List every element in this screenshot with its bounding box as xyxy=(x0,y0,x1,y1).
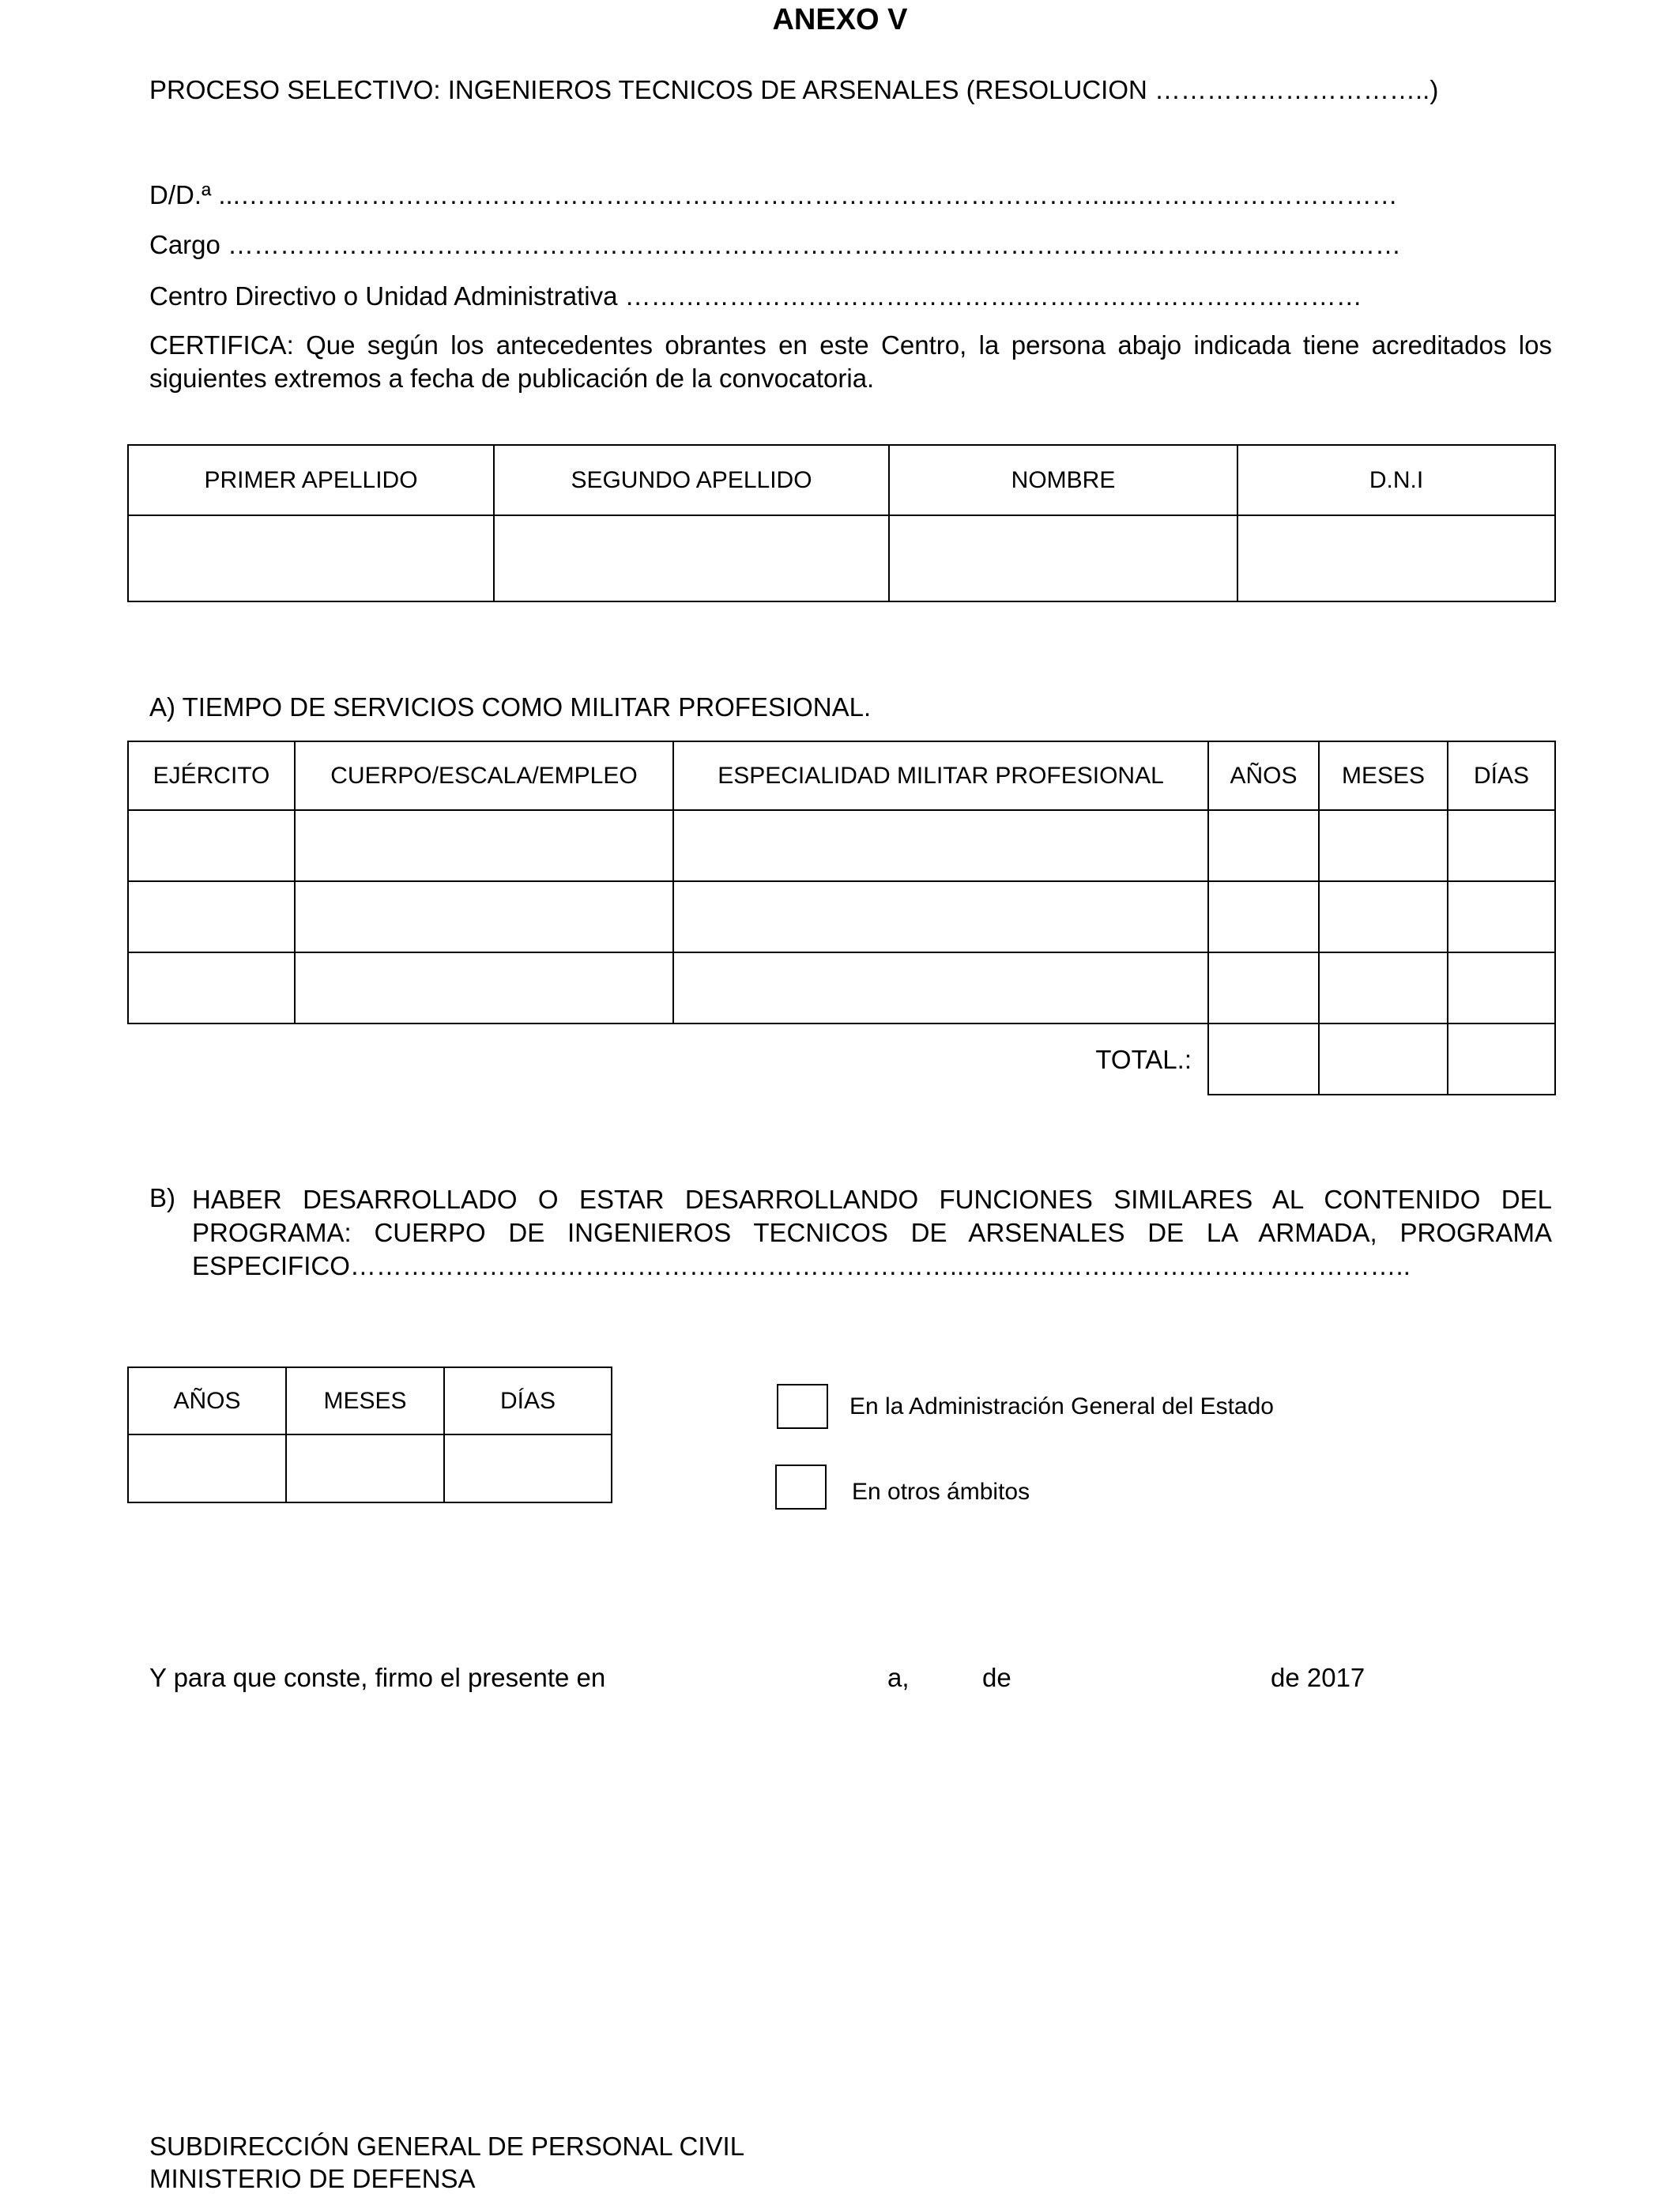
checkbox-administracion-general[interactable] xyxy=(777,1384,828,1429)
table-cell[interactable] xyxy=(673,952,1208,1023)
dd-field[interactable]: D/D.ª ...……………………………………………………………………………………….....………………………… xyxy=(149,180,1398,209)
footer-subdireccion: SUBDIRECCIÓN GENERAL DE PERSONAL CIVIL xyxy=(149,2132,745,2161)
total-dias[interactable] xyxy=(1448,1023,1555,1095)
cargo-field[interactable]: Cargo ……………………………………………………………………………………………………………………… xyxy=(149,230,1402,259)
option-otros-ambitos-label: En otros ámbitos xyxy=(852,1479,1030,1505)
table-cell[interactable] xyxy=(128,810,295,881)
header-cuerpo-escala-empleo: CUERPO/ESCALA/EMPLEO xyxy=(295,741,673,810)
table-cell[interactable] xyxy=(128,952,295,1023)
proceso-selectivo: PROCESO SELECTIVO: INGENIEROS TECNICOS DE ARSENALES (RESOLUCION …………………………..) xyxy=(149,75,1439,104)
header-ejercito: EJÉRCITO xyxy=(128,741,295,810)
header-dni: D.N.I xyxy=(1237,445,1555,515)
table-row xyxy=(128,810,1555,881)
header-nombre: NOMBRE xyxy=(889,445,1237,515)
signature-prefix: Y para que conste, firmo el presente en xyxy=(149,1663,606,1692)
header-dias: DÍAS xyxy=(444,1367,612,1434)
table-cell[interactable] xyxy=(295,881,673,952)
total-meses[interactable] xyxy=(1319,1023,1448,1095)
section-b-text: HABER DESARROLLADO O ESTAR DESARROLLANDO FUNCIONES SIMILARES AL CONTENIDO DEL PROGRAMA: CUERPO DE INGENIEROS TECNICOS DE ARSENALES DE LA ARMADA, PROGRAMA ESPECIFICO……………………………………………………………..…..……………………………………….. xyxy=(192,1185,1552,1280)
total-row xyxy=(128,1023,1555,1095)
table-cell[interactable] xyxy=(1448,881,1555,952)
table-row xyxy=(128,881,1555,952)
cell-nombre[interactable] xyxy=(889,515,1237,601)
checkbox-otros-ambitos[interactable] xyxy=(775,1465,827,1510)
header-anos: AÑOS xyxy=(128,1367,286,1434)
total-label: TOTAL.: xyxy=(128,1023,1208,1095)
section-b-marker: B) xyxy=(149,1183,175,1212)
signature-de: de xyxy=(982,1663,1011,1692)
table-cell[interactable] xyxy=(1208,881,1319,952)
section-a-title: A) TIEMPO DE SERVICIOS COMO MILITAR PROFESIONAL. xyxy=(149,692,872,722)
cell-segundo-apellido[interactable] xyxy=(494,515,889,601)
table-row xyxy=(128,952,1555,1023)
table-cell[interactable] xyxy=(128,881,295,952)
table-cell[interactable] xyxy=(673,810,1208,881)
header-primer-apellido: PRIMER APELLIDO xyxy=(128,445,494,515)
centro-directivo-field[interactable]: Centro Directivo o Unidad Administrativa ……………………………………….………………………………… xyxy=(149,281,1362,311)
header-anos: AÑOS xyxy=(1208,741,1319,810)
table-cell[interactable] xyxy=(1208,952,1319,1023)
signature-year: de 2017 xyxy=(1271,1663,1365,1692)
total-anos[interactable] xyxy=(1208,1023,1319,1095)
table-cell[interactable] xyxy=(1448,952,1555,1023)
service-time-table xyxy=(127,741,1556,1095)
header-meses: MESES xyxy=(286,1367,444,1434)
option-administracion-general-label: En la Administración General del Estado xyxy=(849,1393,1274,1419)
table-cell[interactable] xyxy=(1319,810,1448,881)
table-cell[interactable] xyxy=(295,810,673,881)
footer-ministerio: MINISTERIO DE DEFENSA xyxy=(149,2164,476,2193)
cell-meses[interactable] xyxy=(286,1434,444,1502)
cell-dni[interactable] xyxy=(1237,515,1555,601)
header-meses: MESES xyxy=(1319,741,1448,810)
cell-dias[interactable] xyxy=(444,1434,612,1502)
header-dias: DÍAS xyxy=(1448,741,1555,810)
cell-primer-apellido[interactable] xyxy=(128,515,494,601)
table-cell[interactable] xyxy=(295,952,673,1023)
table-cell[interactable] xyxy=(1319,952,1448,1023)
cell-anos[interactable] xyxy=(128,1434,286,1502)
personal-data-table xyxy=(127,444,1556,602)
certifica-paragraph: CERTIFICA: Que según los antecedentes obrantes en este Centro, la persona abajo indicada tiene acreditados los siguientes extremos a fecha de publicación de la convocatoria. xyxy=(149,330,1552,393)
table-cell[interactable] xyxy=(673,881,1208,952)
signature-a: a, xyxy=(887,1663,910,1692)
header-segundo-apellido: SEGUNDO APELLIDO xyxy=(494,445,889,515)
functions-time-table xyxy=(127,1367,612,1503)
table-cell[interactable] xyxy=(1448,810,1555,881)
table-cell[interactable] xyxy=(1208,810,1319,881)
page-title: ANEXO V xyxy=(772,3,908,36)
table-cell[interactable] xyxy=(1319,881,1448,952)
header-especialidad: ESPECIALIDAD MILITAR PROFESIONAL xyxy=(673,741,1208,810)
